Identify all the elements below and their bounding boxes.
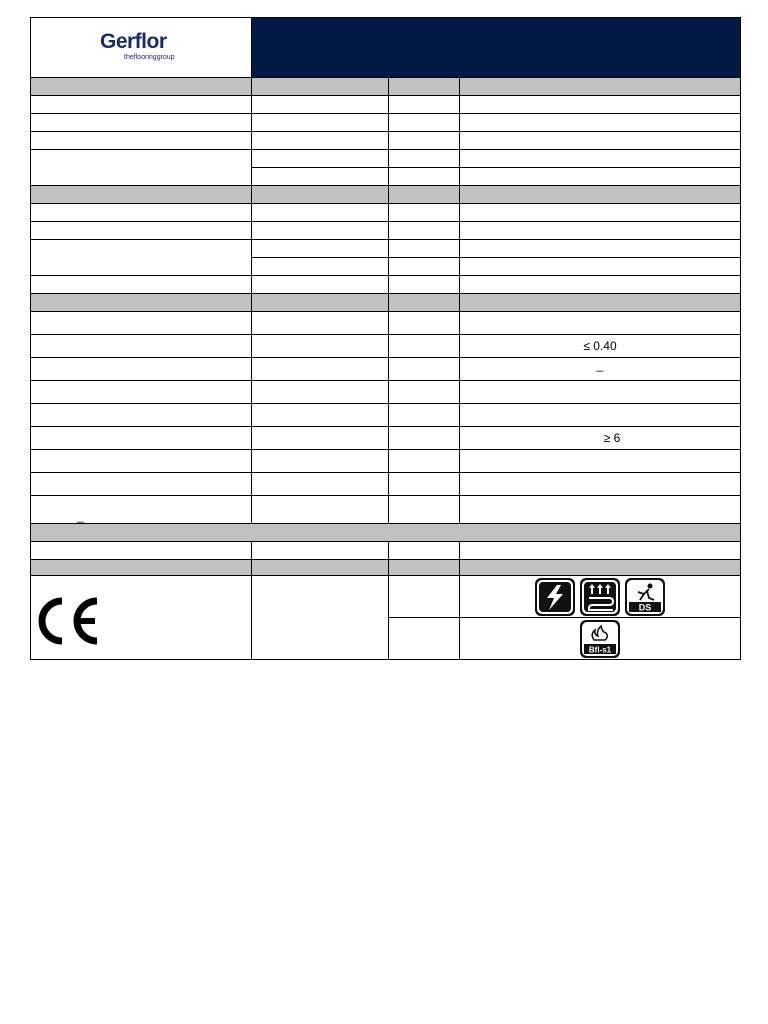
table-row <box>31 240 741 258</box>
table-row <box>31 114 741 132</box>
section-header-row <box>31 560 741 576</box>
table-row <box>31 222 741 240</box>
thermal-insulation-icon <box>580 578 620 616</box>
table-row <box>31 404 741 427</box>
logo-brand: Gerflor <box>100 30 167 53</box>
slip-value: ≤ 0.40 <box>460 335 741 358</box>
section-header-row <box>31 78 741 96</box>
underscore-value: _ <box>460 358 741 381</box>
section-header-row <box>31 294 741 312</box>
dash-value: _ <box>31 496 252 524</box>
electrostatic-icon <box>535 578 575 616</box>
table-row <box>31 450 741 473</box>
gerflor-logo <box>96 28 186 64</box>
logo-cell <box>31 18 252 78</box>
fire-class-cell <box>460 618 741 660</box>
fire-rating-icon <box>580 620 620 658</box>
title-banner <box>252 18 741 78</box>
svg-text:DS: DS <box>639 602 652 612</box>
ce-mark-icon <box>35 596 103 646</box>
logo-tagline: theflooringgroup <box>124 54 175 61</box>
table-row <box>31 576 741 618</box>
table-row <box>31 381 741 404</box>
section-header-row <box>31 186 741 204</box>
table-row <box>31 496 741 524</box>
castor-value: ≥ 6 <box>460 427 741 450</box>
table-row <box>31 132 741 150</box>
table-row <box>31 427 741 450</box>
ce-cell <box>31 576 252 660</box>
table-row <box>31 276 741 294</box>
table-row <box>31 542 741 560</box>
table-row <box>31 312 741 335</box>
technical-data-sheet <box>30 17 741 660</box>
slip-resistance-ds-icon <box>625 578 665 616</box>
table-row <box>31 204 741 222</box>
table-row <box>31 358 741 381</box>
table-row <box>31 96 741 114</box>
table-row <box>31 335 741 358</box>
table-row <box>31 150 741 168</box>
fire-class-label: Bfl-s1 <box>588 645 612 654</box>
pictogram-cell <box>460 576 741 618</box>
table-row <box>31 473 741 496</box>
section-header-row <box>31 524 741 542</box>
